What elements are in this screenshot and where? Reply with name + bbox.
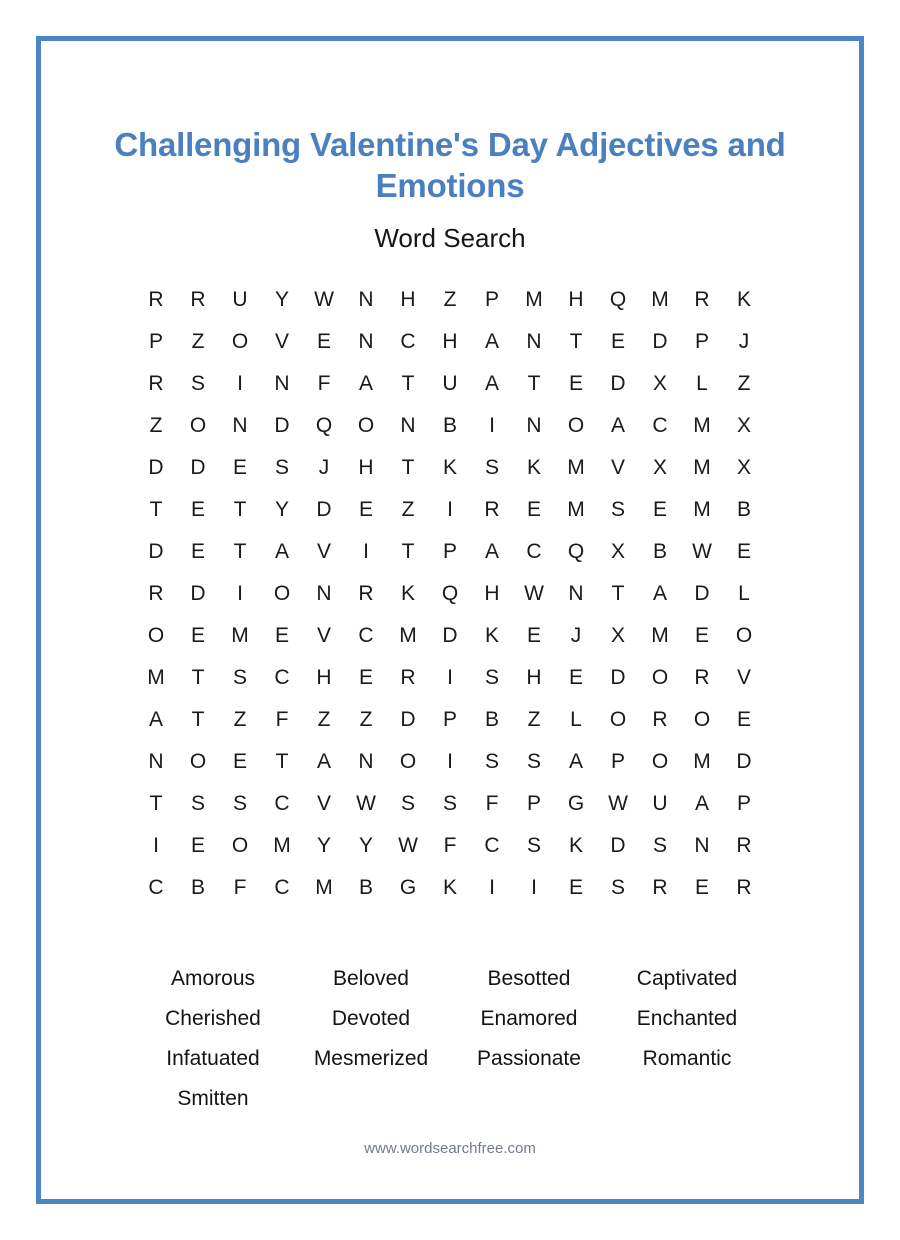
page-title: Challenging Valentine's Day Adjectives and Emotions [114,126,786,204]
grid-cell[interactable]: I [237,371,243,395]
grid-cell[interactable]: S [484,665,499,689]
grid-cell[interactable]: N [274,371,290,395]
grid-cell[interactable]: R [148,371,164,395]
grid-cell[interactable]: I [531,875,537,899]
grid-cell[interactable]: A [316,749,331,773]
grid-cell[interactable]: W [608,791,628,815]
grid-cell[interactable]: H [568,287,584,311]
grid-cell[interactable]: N [694,833,710,857]
grid-cell[interactable]: E [526,497,541,521]
grid-cell[interactable]: E [610,329,625,353]
grid-cell[interactable]: C [358,623,374,647]
grid-cell[interactable]: S [526,749,541,773]
grid-cell[interactable]: D [652,329,668,353]
grid-cell[interactable]: E [694,875,709,899]
grid-cell[interactable]: Z [149,413,163,437]
grid-cell[interactable]: C [274,791,290,815]
grid-cell[interactable]: R [400,665,416,689]
grid-cell[interactable]: R [148,581,164,605]
grid-cell[interactable]: D [610,665,626,689]
grid-cell[interactable]: Q [567,539,585,563]
grid-cell[interactable]: W [524,581,544,605]
grid-cell[interactable]: Z [317,707,331,731]
grid-cell[interactable]: D [736,749,752,773]
grid-cell[interactable]: P [526,791,541,815]
grid-cell[interactable]: D [316,497,332,521]
grid-cell[interactable]: K [484,623,499,647]
grid-cell[interactable]: K [568,833,583,857]
grid-cell[interactable]: M [273,833,291,857]
grid-cell[interactable]: S [610,497,625,521]
grid-cell[interactable]: X [736,413,751,437]
grid-cell[interactable]: P [610,749,625,773]
grid-cell[interactable]: R [694,665,710,689]
grid-cell[interactable]: C [148,875,164,899]
grid-cell[interactable]: E [568,371,583,395]
grid-cell[interactable]: I [237,581,243,605]
grid-cell[interactable]: H [316,665,332,689]
grid-cell[interactable]: Y [274,497,289,521]
word-list-item[interactable]: Infatuated [166,1046,260,1070]
word-list [41,908,859,1118]
grid-cell[interactable]: X [610,623,625,647]
grid-cell[interactable]: G [399,875,417,899]
grid-cell[interactable]: M [315,875,333,899]
grid-cell[interactable]: B [358,875,373,899]
grid-cell[interactable]: E [190,623,205,647]
grid-cell[interactable]: O [399,749,417,773]
grid-cell[interactable]: N [232,413,248,437]
grid-cell[interactable]: A [274,539,289,563]
grid-cell[interactable]: V [316,539,331,563]
grid-cell[interactable]: S [232,665,247,689]
grid-cell[interactable]: I [363,539,369,563]
grid-cell[interactable]: M [231,623,249,647]
grid-cell[interactable]: A [484,329,499,353]
grid-cell[interactable]: O [609,707,627,731]
word-list-item[interactable]: Captivated [636,966,738,990]
grid-cell[interactable]: O [273,581,291,605]
grid-cell[interactable]: S [190,371,205,395]
grid-cell[interactable]: N [526,413,542,437]
grid-cell[interactable]: H [484,581,500,605]
grid-cell[interactable]: E [358,497,373,521]
grid-cell[interactable]: I [489,875,495,899]
grid-cell[interactable]: I [489,413,495,437]
grid-cell[interactable]: U [652,791,668,815]
grid-cell[interactable]: D [610,833,626,857]
grid-cell[interactable]: O [147,623,165,647]
grid-cell[interactable]: T [611,581,625,605]
grid-cell[interactable]: T [149,497,163,521]
grid-cell[interactable]: O [651,665,669,689]
grid-cell[interactable]: A [148,707,163,731]
grid-cell[interactable]: M [525,287,543,311]
grid-cell[interactable]: V [610,455,625,479]
page-subtitle: Word Search [374,222,526,253]
grid-cell[interactable]: O [231,833,249,857]
grid-cell[interactable]: S [484,749,499,773]
word-list-item[interactable]: Amorous [170,966,256,990]
grid-cell[interactable]: Y [274,287,289,311]
grid-cell[interactable]: E [736,707,751,731]
grid-cell[interactable]: Z [527,707,541,731]
grid-cell[interactable]: E [190,497,205,521]
grid-cell[interactable]: P [694,329,709,353]
grid-cell[interactable]: G [567,791,585,815]
grid-cell[interactable]: J [570,623,582,647]
grid-cell[interactable]: N [316,581,332,605]
grid-cell[interactable]: O [567,413,585,437]
grid-cell[interactable]: F [317,371,331,395]
letter-grid [135,278,765,908]
grid-cell[interactable]: N [148,749,164,773]
grid-cell[interactable]: P [484,287,499,311]
grid-cell[interactable]: B [442,413,457,437]
grid-cell[interactable]: E [736,539,751,563]
grid-cell[interactable]: E [274,623,289,647]
grid-cell[interactable]: H [442,329,458,353]
grid-cell[interactable]: W [356,791,376,815]
grid-cell[interactable]: N [400,413,416,437]
grid-cell[interactable]: K [400,581,415,605]
grid-cell[interactable]: T [275,749,289,773]
grid-cell[interactable]: E [652,497,667,521]
grid-cell[interactable]: O [735,623,753,647]
grid-cell[interactable]: X [610,539,625,563]
grid-cell[interactable]: H [400,287,416,311]
grid-cell[interactable]: R [652,875,668,899]
grid-cell[interactable]: Y [358,833,373,857]
grid-cell[interactable]: Q [441,581,459,605]
grid-cell[interactable]: M [651,623,669,647]
grid-cell[interactable]: X [736,455,751,479]
grid-cell[interactable]: D [274,413,290,437]
grid-cell[interactable]: E [568,875,583,899]
grid-cell[interactable]: M [693,455,711,479]
grid-cell[interactable]: S [652,833,667,857]
grid-cell[interactable]: P [442,707,457,731]
grid-cell[interactable]: M [147,665,165,689]
grid-cell[interactable]: P [148,329,163,353]
grid-cell[interactable]: B [190,875,205,899]
grid-cell[interactable]: C [274,665,290,689]
grid-cell[interactable]: C [526,539,542,563]
grid-cell[interactable]: K [736,287,751,311]
grid-cell[interactable]: M [399,623,417,647]
grid-cell[interactable]: S [232,791,247,815]
word-list-item[interactable]: Devoted [331,1006,411,1030]
grid-cell[interactable]: Z [359,707,373,731]
grid-cell[interactable]: S [610,875,625,899]
grid-cell[interactable]: N [568,581,584,605]
grid-cell[interactable]: K [442,875,457,899]
letter-grid-container [41,254,859,908]
grid-cell[interactable]: F [443,833,457,857]
grid-cell[interactable]: U [232,287,248,311]
grid-cell[interactable]: W [314,287,334,311]
grid-cell[interactable]: A [652,581,667,605]
grid-cell[interactable]: J [738,329,750,353]
grid-cell[interactable]: R [484,497,500,521]
grid-cell[interactable]: Q [315,413,333,437]
grid-cell[interactable]: D [148,455,164,479]
grid-cell[interactable]: Z [443,287,457,311]
grid-cell[interactable]: E [232,455,247,479]
grid-cell[interactable]: B [652,539,667,563]
grid-cell[interactable]: Y [316,833,331,857]
grid-cell[interactable]: U [442,371,458,395]
grid-cell[interactable]: S [526,833,541,857]
grid-cell[interactable]: C [484,833,500,857]
grid-cell[interactable]: O [189,413,207,437]
grid-cell[interactable]: A [358,371,373,395]
grid-cell[interactable]: O [189,749,207,773]
grid-cell[interactable]: E [568,665,583,689]
grid-cell[interactable]: E [694,623,709,647]
grid-cell[interactable]: R [190,287,206,311]
word-list-item[interactable]: Enamored [480,1006,578,1030]
page-content [41,41,859,1199]
grid-cell[interactable]: P [736,791,751,815]
word-list-item[interactable]: Enchanted [636,1006,738,1030]
grid-cell[interactable]: Z [401,497,415,521]
word-list-item[interactable]: Mesmerized [313,1046,429,1070]
word-list-item[interactable]: Cherished [165,1006,261,1030]
grid-cell[interactable]: T [527,371,541,395]
grid-cell[interactable]: M [693,413,711,437]
grid-cell[interactable]: E [190,833,205,857]
grid-cell[interactable]: F [233,875,247,899]
grid-cell[interactable]: T [233,497,247,521]
grid-cell[interactable]: X [652,371,667,395]
grid-cell[interactable]: M [567,455,585,479]
grid-cell[interactable]: E [358,665,373,689]
grid-cell[interactable]: D [400,707,416,731]
grid-cell[interactable]: T [401,455,415,479]
grid-cell[interactable]: H [358,455,374,479]
footer-url: www.wordsearchfree.com [364,1140,536,1157]
grid-cell[interactable]: T [191,707,205,731]
grid-cell[interactable]: H [526,665,542,689]
grid-cell[interactable]: I [447,665,453,689]
grid-cell[interactable]: D [694,581,710,605]
grid-cell[interactable]: D [190,581,206,605]
grid-cell[interactable]: S [274,455,289,479]
word-list-item[interactable]: Beloved [333,966,409,990]
grid-cell[interactable]: N [358,329,374,353]
grid-cell[interactable]: P [442,539,457,563]
grid-cell[interactable]: T [569,329,583,353]
grid-cell[interactable]: R [652,707,668,731]
grid-cell[interactable]: D [148,539,164,563]
grid-cell[interactable]: O [357,413,375,437]
word-list-item[interactable]: Romantic [642,1046,732,1070]
grid-cell[interactable]: O [231,329,249,353]
grid-cell[interactable]: X [652,455,667,479]
word-list-item[interactable]: Smitten [177,1086,249,1110]
grid-cell[interactable]: A [484,539,499,563]
grid-cell[interactable]: V [316,623,331,647]
grid-cell[interactable]: T [233,539,247,563]
grid-cell[interactable]: V [274,329,289,353]
grid-cell[interactable]: S [484,455,499,479]
grid-cell[interactable]: A [694,791,709,815]
grid-cell[interactable]: T [401,371,415,395]
grid-cell[interactable]: M [567,497,585,521]
grid-cell[interactable]: C [652,413,668,437]
grid-cell[interactable]: R [736,833,752,857]
grid-cell[interactable]: Z [737,371,751,395]
grid-cell[interactable]: C [274,875,290,899]
grid-cell[interactable]: D [610,371,626,395]
grid-cell[interactable]: R [148,287,164,311]
grid-cell[interactable]: K [442,455,457,479]
grid-cell[interactable]: T [401,539,415,563]
grid-cell[interactable]: T [149,791,163,815]
grid-cell[interactable]: A [610,413,625,437]
grid-cell[interactable]: O [693,707,711,731]
grid-cell[interactable]: S [190,791,205,815]
grid-cell[interactable]: M [651,287,669,311]
grid-cell[interactable]: E [316,329,331,353]
grid-cell[interactable]: T [191,665,205,689]
word-list-item[interactable]: Besotted [487,966,571,990]
grid-cell[interactable]: O [651,749,669,773]
grid-cell[interactable]: R [358,581,374,605]
grid-cell[interactable]: S [400,791,415,815]
grid-cell[interactable]: L [696,371,708,395]
grid-cell[interactable]: B [736,497,751,521]
grid-cell[interactable]: Z [233,707,247,731]
grid-cell[interactable]: L [570,707,582,731]
grid-cell[interactable]: S [442,791,457,815]
grid-cell[interactable]: M [693,497,711,521]
grid-cell[interactable]: E [232,749,247,773]
grid-cell[interactable]: F [485,791,499,815]
grid-cell[interactable]: C [400,329,416,353]
grid-cell[interactable]: L [738,581,750,605]
grid-cell[interactable]: K [526,455,541,479]
grid-cell[interactable]: V [736,665,751,689]
grid-cell[interactable]: E [526,623,541,647]
grid-cell[interactable]: I [447,749,453,773]
grid-cell[interactable]: W [692,539,712,563]
grid-cell[interactable]: E [190,539,205,563]
grid-cell[interactable]: V [316,791,331,815]
grid-cell[interactable]: Q [609,287,627,311]
grid-cell[interactable]: N [526,329,542,353]
grid-cell[interactable]: I [447,497,453,521]
grid-cell[interactable]: B [484,707,499,731]
grid-cell[interactable]: Z [191,329,205,353]
grid-cell[interactable]: I [153,833,159,857]
grid-cell[interactable]: N [358,749,374,773]
grid-cell[interactable]: F [275,707,289,731]
grid-cell[interactable]: A [568,749,583,773]
grid-cell[interactable]: W [398,833,418,857]
grid-cell[interactable]: D [442,623,458,647]
grid-cell[interactable]: A [484,371,499,395]
word-list-item[interactable]: Passionate [477,1046,581,1070]
grid-cell[interactable]: N [358,287,374,311]
grid-cell[interactable]: J [318,455,330,479]
grid-cell[interactable]: D [190,455,206,479]
grid-cell[interactable]: R [736,875,752,899]
grid-cell[interactable]: R [694,287,710,311]
grid-cell[interactable]: M [693,749,711,773]
